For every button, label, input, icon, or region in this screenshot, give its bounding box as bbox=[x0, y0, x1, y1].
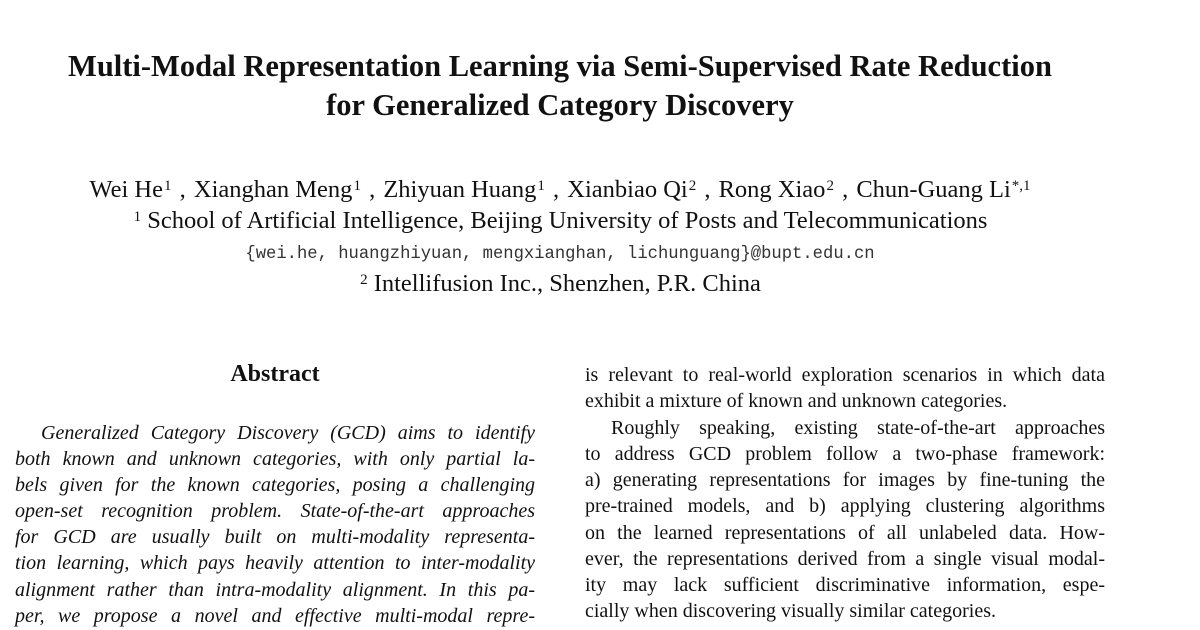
affiliation-text: Intellifusion Inc., Shenzhen, P.R. China bbox=[373, 270, 761, 297]
body-line: Roughly speaking, existing state-of-the-art approaches bbox=[611, 417, 1105, 440]
author-name: Rong Xiao bbox=[718, 176, 826, 203]
abstract-line: both known and unknown categories, with only partial la- bbox=[15, 448, 535, 471]
author-affiliation-mark: 2 bbox=[826, 178, 834, 194]
body-line: pre-trained models, and b) applying clustering algorithms bbox=[585, 495, 1105, 518]
abstract-line: per, we propose a novel and effective multi-modal repre- bbox=[15, 604, 535, 627]
author bbox=[383, 176, 545, 203]
abstract-line: bels given for the known categories, posing a challenging bbox=[15, 474, 535, 497]
body-line: ever, the representations derived from a single visual modal- bbox=[585, 547, 1105, 570]
author-name: Wei He bbox=[89, 176, 164, 203]
author-affiliation-mark: 1 bbox=[537, 178, 545, 194]
author bbox=[194, 176, 361, 203]
abstract-line: Generalized Category Discovery (GCD) aims to identify bbox=[41, 422, 535, 444]
paper-title-line-2: for Generalized Category Discovery bbox=[326, 88, 794, 122]
body-line: ity may lack sufficient discriminative information, espe- bbox=[585, 573, 1105, 596]
affiliation-1 bbox=[0, 206, 1120, 236]
author-affiliation-mark: 1 bbox=[353, 178, 361, 194]
author bbox=[856, 176, 1030, 203]
author-affiliation-mark: 2 bbox=[688, 178, 697, 194]
author-emails: {wei.he, huangzhiyuan, mengxianghan, lichunguang}@bupt.edu.cn bbox=[245, 245, 875, 264]
author-name: Xianghan Meng bbox=[193, 176, 353, 203]
abstract-line: open-set recognition problem. State-of-the-art approaches bbox=[15, 500, 535, 523]
body-line: exhibit a mixture of known and unknown categories. bbox=[585, 390, 1008, 413]
introduction-body bbox=[585, 362, 1105, 624]
affiliation-text: School of Artificial Intelligence, Beijing University of Posts and Telecommunications bbox=[147, 207, 988, 234]
affiliation-mark: 2 bbox=[360, 272, 368, 288]
abstract-line: for GCD are usually built on multi-modality representa- bbox=[15, 526, 535, 549]
abstract-line: alignment rather than intra-modality alignment. In this pa- bbox=[15, 578, 535, 601]
author-name: Zhiyuan Huang bbox=[383, 176, 537, 203]
body-line: to address GCD problem follow a two-phase framework: bbox=[585, 443, 1105, 466]
author-affiliation-mark: 1 bbox=[164, 178, 172, 194]
affiliation-mark: 1 bbox=[133, 209, 142, 225]
abstract-line: tion learning, which pays heavily attention to inter-modality bbox=[15, 552, 535, 575]
author-name: Xianbiao Qi bbox=[567, 176, 688, 203]
author-affiliation-mark: *,1 bbox=[1011, 178, 1031, 194]
author bbox=[567, 176, 696, 203]
paper-title-line-1: Multi-Modal Representation Learning via Semi-Supervised Rate Reduction bbox=[68, 49, 1052, 83]
body-line: is relevant to real-world exploration scenarios in which data bbox=[585, 364, 1105, 386]
abstract-body bbox=[15, 420, 535, 629]
body-line: a) generating representations for images by fine-tuning the bbox=[585, 469, 1105, 492]
author-name: Chun-Guang Li bbox=[856, 176, 1011, 203]
abstract-heading: Abstract bbox=[230, 361, 320, 387]
body-line: cially when discovering visually similar categories. bbox=[585, 599, 996, 622]
author-list: Wei He$^1$ , Xianghan Meng$^1$ , Zhiyuan Huang$^1$ , Xianbiao Qi$^2$ , Rong Xiao$^2$ , Chun-Guang $Li^{*,1}$ bbox=[89, 176, 1031, 203]
author bbox=[719, 176, 834, 203]
affiliation-2 bbox=[0, 269, 1120, 299]
author bbox=[89, 176, 171, 203]
body-line: on the learned representations of all unlabeled data. How- bbox=[585, 521, 1105, 544]
